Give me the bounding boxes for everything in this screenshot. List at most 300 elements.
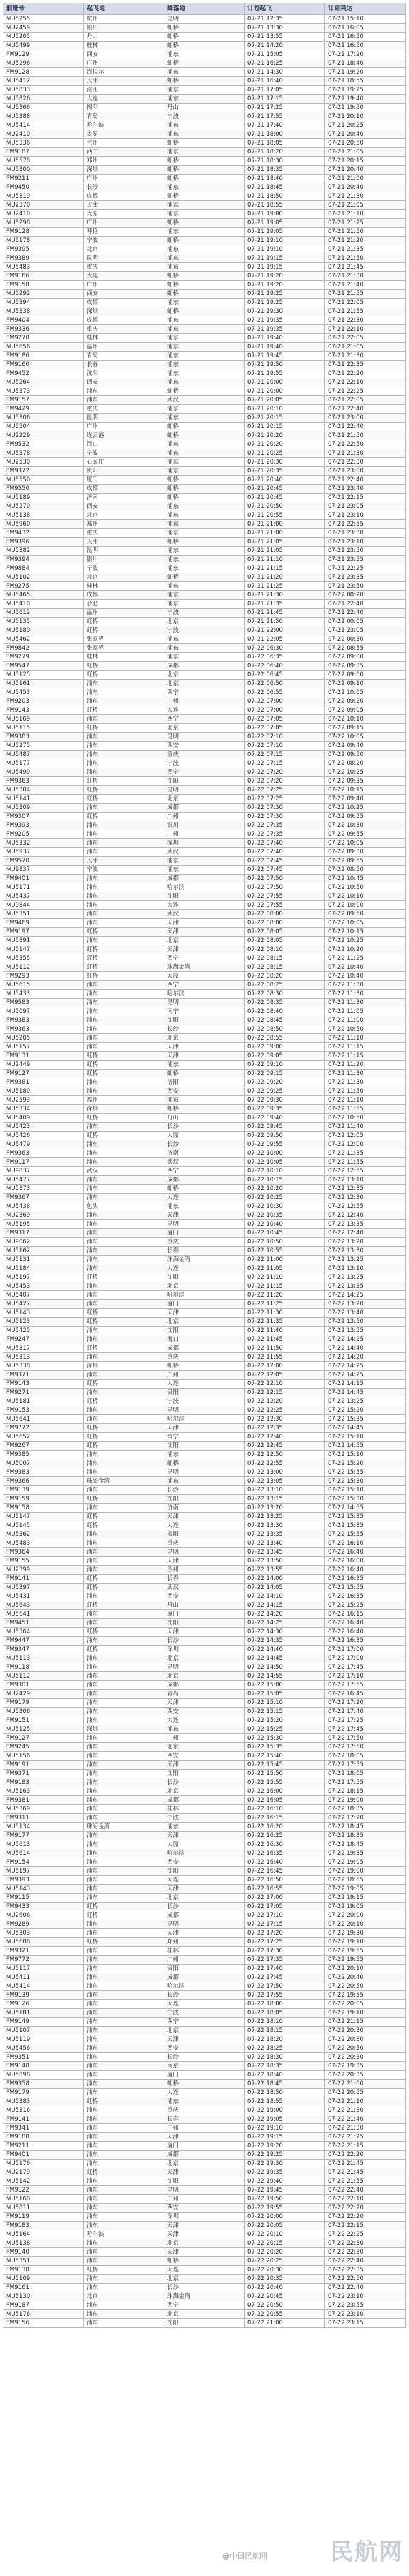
cell-scheduled-arrival: 07-22 09:05 (325, 706, 406, 715)
cell-destination: 北京 (164, 795, 245, 804)
cell-destination: 重庆 (164, 2106, 245, 2115)
cell-flight-number: FM9381 (3, 1078, 84, 1087)
cell-scheduled-arrival: 07-22 18:15 (325, 1787, 406, 1796)
cell-destination: 天津 (164, 1309, 245, 1318)
cell-origin: 浦东 (84, 2213, 164, 2222)
cell-flight-number: MU5643 (3, 1601, 84, 1610)
cell-destination: 厦门 (164, 1300, 245, 1309)
cell-scheduled-departure: 07-22 11:50 (245, 1344, 325, 1353)
cell-origin: 浦东 (84, 1592, 164, 1601)
table-row (3, 361, 406, 369)
cell-origin: 浦东 (84, 1637, 164, 1646)
cell-flight-number: MU5652 (3, 1433, 84, 1442)
cell-scheduled-departure: 07-22 14:40 (245, 1646, 325, 1654)
cell-origin: 丹山 (84, 33, 164, 42)
cell-flight-number: FM9141 (3, 2115, 84, 2124)
cell-origin: 浦东 (84, 1327, 164, 1335)
cell-scheduled-arrival: 07-21 22:25 (325, 387, 406, 396)
cell-scheduled-departure: 07-22 12:45 (245, 1442, 325, 1451)
cell-destination: 浦东 (164, 361, 245, 369)
table-row (3, 1158, 406, 1167)
table-row (3, 1238, 406, 1247)
cell-destination: 大连 (164, 1264, 245, 1273)
cell-scheduled-departure: 07-22 10:15 (245, 1176, 325, 1185)
cell-scheduled-departure: 07-21 20:20 (245, 431, 325, 440)
cell-destination: 浦东 (164, 564, 245, 573)
table-row (3, 2071, 406, 2080)
cell-origin: 浦东 (84, 1734, 164, 1743)
cell-flight-number: MU5142 (3, 2177, 84, 2186)
cell-destination: 长沙 (164, 1123, 245, 1132)
cell-origin: 浦东 (84, 759, 164, 768)
cell-scheduled-departure: 07-21 18:45 (245, 183, 325, 192)
table-row (3, 2275, 406, 2284)
cell-origin: 浦东 (84, 830, 164, 839)
cell-scheduled-departure: 07-22 20:25 (245, 2257, 325, 2266)
table-row (3, 1433, 406, 1442)
table-row (3, 626, 406, 635)
cell-scheduled-arrival: 07-21 20:40 (325, 166, 406, 175)
cell-destination: 哈尔滨 (164, 1849, 245, 1858)
cell-scheduled-departure: 07-22 14:20 (245, 1610, 325, 1619)
cell-scheduled-arrival: 07-21 21:55 (325, 307, 406, 316)
table-row (3, 290, 406, 299)
cell-scheduled-departure: 07-22 14:45 (245, 1654, 325, 1663)
cell-destination: 天津 (164, 1043, 245, 1052)
cell-flight-number: FM9317 (3, 1229, 84, 1238)
cell-origin: 武汉 (84, 1167, 164, 1176)
cell-scheduled-departure: 07-22 07:50 (245, 883, 325, 892)
cell-destination: 成都 (164, 804, 245, 813)
cell-scheduled-departure: 07-21 14:20 (245, 42, 325, 50)
table-row (3, 937, 406, 945)
cell-scheduled-departure: 07-22 18:20 (245, 2035, 325, 2044)
cell-scheduled-arrival: 07-21 22:20 (325, 369, 406, 378)
column-header-origin: 起飞地 (84, 3, 164, 15)
cell-scheduled-arrival: 07-21 16:50 (325, 33, 406, 42)
cell-flight-number: FM9396 (3, 538, 84, 547)
cell-scheduled-departure: 07-22 09:45 (245, 1123, 325, 1132)
table-row (3, 795, 406, 804)
cell-origin: 浦东 (84, 1353, 164, 1362)
cell-flight-number: MU5656 (3, 343, 84, 352)
cell-flight-number: MU5138 (3, 511, 84, 520)
cell-destination: 浦东 (164, 591, 245, 600)
cell-destination: 虹桥 (164, 423, 245, 431)
cell-scheduled-departure: 07-22 20:35 (245, 2275, 325, 2284)
table-row (3, 1380, 406, 1389)
cell-origin: 浦东 (84, 1025, 164, 1034)
cell-origin: 虹桥 (84, 1309, 164, 1318)
table-row (3, 644, 406, 653)
cell-destination: 哈尔滨 (164, 1291, 245, 1300)
cell-origin: 浦东 (84, 2239, 164, 2248)
cell-destination: 浦东 (164, 1823, 245, 1832)
cell-scheduled-arrival: 07-21 19:50 (325, 104, 406, 112)
cell-flight-number: MU5409 (3, 1114, 84, 1123)
cell-origin: 浦东 (84, 2000, 164, 2009)
cell-flight-number: FM9117 (3, 1158, 84, 1167)
cell-flight-number: FM9570 (3, 857, 84, 866)
cell-scheduled-departure: 07-22 11:45 (245, 1335, 325, 1344)
cell-origin: 浦东 (84, 1451, 164, 1459)
cell-origin: 浦东 (84, 919, 164, 928)
cell-origin: 北京 (84, 573, 164, 582)
cell-flight-number: MU5195 (3, 1220, 84, 1229)
cell-origin: 银川 (84, 24, 164, 33)
cell-destination: 虹桥 (164, 237, 245, 245)
table-row (3, 591, 406, 600)
cell-scheduled-departure: 07-22 18:10 (245, 2018, 325, 2027)
table-row (3, 1442, 406, 1451)
cell-origin: 浦东 (84, 1761, 164, 1770)
cell-origin: 浦东 (84, 396, 164, 405)
cell-destination: 浦东 (164, 1202, 245, 1211)
cell-destination: 浦东 (164, 1451, 245, 1459)
cell-destination: 成都 (164, 1796, 245, 1805)
cell-origin: 浦东 (84, 2044, 164, 2053)
cell-origin: 浦东 (84, 1034, 164, 1043)
table-row (3, 1043, 406, 1052)
cell-scheduled-arrival: 07-22 14:25 (325, 1291, 406, 1300)
cell-destination: 虹桥 (164, 219, 245, 228)
cell-origin: 浦东 (84, 1389, 164, 1397)
cell-flight-number: FM9166 (3, 272, 84, 281)
cell-origin: 浦东 (84, 1885, 164, 1894)
cell-scheduled-departure: 07-22 18:00 (245, 2000, 325, 2009)
cell-scheduled-arrival: 07-22 20:30 (325, 2053, 406, 2062)
cell-origin: 成都 (84, 316, 164, 325)
cell-flight-number: MU5332 (3, 839, 84, 848)
cell-destination: 大连 (164, 2000, 245, 2009)
table-row (3, 1291, 406, 1300)
cell-destination: 虹桥 (164, 476, 245, 485)
cell-flight-number: FM9389 (3, 254, 84, 263)
cell-flight-number: MU5378 (3, 449, 84, 458)
cell-scheduled-arrival: 07-22 11:30 (325, 1070, 406, 1078)
cell-origin: 虹桥 (84, 1061, 164, 1070)
cell-scheduled-departure: 07-22 08:15 (245, 954, 325, 963)
cell-scheduled-departure: 07-22 17:35 (245, 1956, 325, 1965)
table-row (3, 2053, 406, 2062)
cell-scheduled-arrival: 07-21 21:30 (325, 272, 406, 281)
table-row (3, 857, 406, 866)
table-row (3, 2239, 406, 2248)
cell-scheduled-arrival: 07-22 13:25 (325, 1273, 406, 1282)
table-row (3, 538, 406, 547)
cell-scheduled-departure: 07-22 19:00 (245, 2106, 325, 2115)
cell-destination: 昆明 (164, 1920, 245, 1929)
cell-flight-number: FM9772 (3, 1424, 84, 1433)
cell-flight-number: FM9351 (3, 2053, 84, 2062)
cell-flight-number: MU5147 (3, 945, 84, 954)
cell-scheduled-departure: 07-22 16:45 (245, 1867, 325, 1876)
cell-origin: 浦东 (84, 2089, 164, 2097)
table-row (3, 1903, 406, 1911)
cell-scheduled-departure: 07-22 12:10 (245, 1380, 325, 1389)
table-row (3, 121, 406, 130)
cell-origin: 浦东 (84, 1681, 164, 1690)
cell-destination: 桂林 (164, 1805, 245, 1814)
cell-origin: 浦东 (84, 1548, 164, 1557)
cell-origin: 虹桥 (84, 786, 164, 795)
table-row (3, 1575, 406, 1584)
cell-destination: 浦东 (164, 316, 245, 325)
cell-flight-number: MU5833 (3, 86, 84, 95)
table-row (3, 1770, 406, 1778)
table-row (3, 1025, 406, 1034)
cell-scheduled-arrival: 07-22 18:35 (325, 1832, 406, 1840)
cell-scheduled-departure: 07-22 07:20 (245, 768, 325, 777)
cell-origin: 浦东 (84, 1708, 164, 1716)
cell-destination: 虹桥 (164, 42, 245, 50)
cell-origin: 虹桥 (84, 1114, 164, 1123)
cell-origin: 张家界 (84, 644, 164, 653)
cell-origin: 虹桥 (84, 2266, 164, 2275)
cell-scheduled-arrival: 07-22 20:50 (325, 2044, 406, 2053)
cell-origin: 桂林 (84, 42, 164, 50)
cell-scheduled-arrival: 07-22 15:35 (325, 1415, 406, 1424)
table-row (3, 706, 406, 715)
cell-origin: 虹桥 (84, 618, 164, 626)
cell-destination: 洛阳 (164, 1078, 245, 1087)
cell-destination: 揭阳 (164, 1530, 245, 1539)
cell-destination: 广州 (164, 2124, 245, 2133)
cell-destination: 天津 (164, 1929, 245, 1938)
cell-destination: 北京 (164, 2239, 245, 2248)
cell-scheduled-arrival: 07-22 15:10 (325, 1486, 406, 1495)
cell-origin: 浦东 (84, 1415, 164, 1424)
cell-destination: 青岛 (164, 1690, 245, 1699)
cell-destination: 虹桥 (164, 1070, 245, 1078)
table-row (3, 697, 406, 706)
table-row (3, 2186, 406, 2195)
cell-origin: 浦东 (84, 1894, 164, 1903)
cell-flight-number: MU9844 (3, 901, 84, 910)
cell-scheduled-departure: 07-22 14:25 (245, 1619, 325, 1628)
cell-scheduled-arrival: 07-22 11:55 (325, 1105, 406, 1114)
table-row (3, 2151, 406, 2160)
cell-origin: 浦东 (84, 910, 164, 919)
cell-origin: 浦东 (84, 1840, 164, 1849)
cell-scheduled-departure: 07-22 12:00 (245, 1362, 325, 1371)
cell-destination: 浦东 (164, 228, 245, 237)
cell-flight-number: MU5304 (3, 786, 84, 795)
cell-scheduled-arrival: 07-22 14:55 (325, 1504, 406, 1513)
cell-scheduled-departure: 07-22 17:00 (245, 1894, 325, 1903)
cell-flight-number: MU5134 (3, 1823, 84, 1832)
cell-flight-number: MU5131 (3, 1256, 84, 1264)
cell-scheduled-departure: 07-22 11:10 (245, 1273, 325, 1282)
cell-flight-number: MU5612 (3, 609, 84, 618)
cell-destination: 桂林 (164, 1947, 245, 1956)
cell-scheduled-departure: 07-22 19:10 (245, 2124, 325, 2133)
table-row (3, 928, 406, 937)
cell-scheduled-departure: 07-22 08:35 (245, 999, 325, 1007)
cell-scheduled-departure: 07-21 20:15 (245, 423, 325, 431)
cell-destination: 北京 (164, 937, 245, 945)
cell-origin: 虹桥 (84, 1052, 164, 1061)
table-row (3, 2284, 406, 2292)
cell-destination: 虹桥 (164, 192, 245, 201)
cell-scheduled-departure: 07-21 20:00 (245, 387, 325, 396)
cell-scheduled-departure: 07-22 11:05 (245, 1264, 325, 1273)
cell-flight-number: MU5171 (3, 883, 84, 892)
cell-scheduled-departure: 07-22 12:55 (245, 1459, 325, 1468)
cell-scheduled-arrival: 07-22 10:25 (325, 768, 406, 777)
cell-flight-number: FM9279 (3, 653, 84, 662)
table-row (3, 192, 406, 201)
cell-flight-number: MU2229 (3, 431, 84, 440)
cell-scheduled-departure: 07-21 15:05 (245, 50, 325, 59)
cell-origin: 浦东 (84, 751, 164, 759)
cell-destination: 昆明 (164, 1663, 245, 1672)
cell-scheduled-arrival: 07-22 22:25 (325, 2230, 406, 2239)
cell-flight-number: MU5431 (3, 1592, 84, 1601)
table-row (3, 1247, 406, 1256)
cell-flight-number: MU5112 (3, 963, 84, 972)
table-row (3, 653, 406, 662)
cell-scheduled-arrival: 07-21 23:05 (325, 626, 406, 635)
table-row (3, 1495, 406, 1504)
cell-flight-number: FM9122 (3, 2186, 84, 2195)
cell-scheduled-arrival: 07-22 16:35 (325, 1637, 406, 1646)
cell-scheduled-departure: 07-21 20:50 (245, 502, 325, 511)
cell-scheduled-departure: 07-22 12:30 (245, 1415, 325, 1424)
cell-scheduled-departure: 07-22 07:25 (245, 786, 325, 795)
cell-scheduled-departure: 07-21 19:55 (245, 369, 325, 378)
cell-origin: 浦东 (84, 1929, 164, 1938)
cell-origin: 浦东 (84, 1557, 164, 1566)
table-row (3, 680, 406, 688)
cell-origin: 长沙 (84, 183, 164, 192)
cell-origin: 浦东 (84, 697, 164, 706)
cell-destination: 西安 (164, 1858, 245, 1867)
cell-origin: 浦东 (84, 1654, 164, 1663)
cell-scheduled-arrival: 07-22 21:30 (325, 2106, 406, 2115)
table-row (3, 901, 406, 910)
cell-scheduled-arrival: 07-22 14:55 (325, 1442, 406, 1451)
cell-destination: 常宁 (164, 1433, 245, 1442)
cell-flight-number: FM9183 (3, 1778, 84, 1787)
cell-destination: 虹桥 (164, 139, 245, 148)
cell-destination: 长沙 (164, 1025, 245, 1034)
cell-destination: 浦东 (164, 644, 245, 653)
cell-origin: 重庆 (84, 325, 164, 334)
cell-destination: 浦东 (164, 467, 245, 476)
cell-scheduled-departure: 07-22 14:55 (245, 1672, 325, 1681)
cell-flight-number: MU5613 (3, 1840, 84, 1849)
cell-destination: 北京 (164, 671, 245, 680)
cell-destination: 贵阳 (164, 1389, 245, 1397)
cell-flight-number: FM9247 (3, 1335, 84, 1344)
table-row (3, 1194, 406, 1202)
cell-scheduled-departure: 07-22 14:30 (245, 1628, 325, 1637)
cell-scheduled-departure: 07-22 19:55 (245, 2204, 325, 2213)
cell-destination: 长春 (164, 1575, 245, 1584)
table-row (3, 1149, 406, 1158)
table-row (3, 1601, 406, 1610)
table-row (3, 2062, 406, 2071)
cell-scheduled-arrival: 07-22 16:40 (325, 1566, 406, 1575)
cell-flight-number: FM9128 (3, 228, 84, 237)
cell-destination: 西宁 (164, 688, 245, 697)
cell-scheduled-arrival: 07-21 16:05 (325, 24, 406, 33)
table-row (3, 2177, 406, 2186)
cell-destination: 广州 (164, 697, 245, 706)
cell-destination: 虹桥 (164, 573, 245, 582)
table-row (3, 1619, 406, 1628)
cell-destination: 浦东 (164, 556, 245, 564)
cell-flight-number: MU5438 (3, 1202, 84, 1211)
cell-flight-number: FM9158 (3, 281, 84, 290)
cell-scheduled-departure: 07-22 19:50 (245, 2195, 325, 2204)
cell-flight-number: MU5373 (3, 1185, 84, 1194)
table-row (3, 59, 406, 68)
table-row (3, 2257, 406, 2266)
cell-origin: 浦东 (84, 1406, 164, 1415)
cell-origin: 虹桥 (84, 626, 164, 635)
cell-scheduled-departure: 07-22 09:30 (245, 1096, 325, 1105)
table-row (3, 892, 406, 901)
cell-flight-number: MU5499 (3, 42, 84, 50)
cell-scheduled-arrival: 07-22 20:00 (325, 1911, 406, 1920)
cell-scheduled-departure: 07-22 17:10 (245, 1911, 325, 1920)
cell-scheduled-arrival: 07-21 21:40 (325, 281, 406, 290)
cell-origin: 昆明 (84, 414, 164, 423)
cell-scheduled-arrival: 07-22 12:55 (325, 1202, 406, 1211)
cell-scheduled-departure: 07-22 07:05 (245, 724, 325, 733)
cell-flight-number: MU5097 (3, 1007, 84, 1016)
cell-destination: 虹桥 (164, 24, 245, 33)
cell-destination: 成都 (164, 662, 245, 671)
cell-flight-number: MU5109 (3, 2275, 84, 2284)
cell-origin: 贵阳 (84, 467, 164, 476)
cell-scheduled-arrival: 07-22 20:55 (325, 2089, 406, 2097)
cell-flight-number: FM9119 (3, 2213, 84, 2222)
cell-scheduled-arrival: 07-22 18:55 (325, 1876, 406, 1885)
cell-destination: 虹桥 (164, 1185, 245, 1194)
cell-scheduled-departure: 07-21 19:30 (245, 307, 325, 316)
cell-scheduled-departure: 07-22 11:40 (245, 1327, 325, 1335)
cell-destination: 成都 (164, 1681, 245, 1690)
cell-scheduled-departure: 07-22 09:25 (245, 1087, 325, 1096)
table-row (3, 476, 406, 485)
cell-scheduled-arrival: 07-21 22:30 (325, 458, 406, 467)
cell-scheduled-arrival: 07-22 15:25 (325, 1601, 406, 1610)
cell-destination: 武汉 (164, 396, 245, 405)
cell-flight-number: FM9129 (3, 50, 84, 59)
cell-scheduled-arrival: 07-21 23:10 (325, 538, 406, 547)
cell-destination: 浦东 (164, 1725, 245, 1734)
table-row (3, 458, 406, 467)
cell-origin: 深圳 (84, 1725, 164, 1734)
cell-scheduled-departure: 07-22 20:30 (245, 2266, 325, 2275)
cell-flight-number: MU5338 (3, 307, 84, 316)
cell-flight-number: MU2449 (3, 1061, 84, 1070)
cell-destination: 虹桥 (164, 281, 245, 290)
cell-scheduled-arrival: 07-22 19:55 (325, 1956, 406, 1965)
cell-flight-number: MU5098 (3, 2071, 84, 2080)
cell-scheduled-departure: 07-21 19:15 (245, 263, 325, 272)
cell-destination: 虹桥 (164, 431, 245, 440)
cell-destination: 广州 (164, 813, 245, 821)
table-row (3, 1832, 406, 1840)
cell-scheduled-arrival: 07-22 22:15 (325, 2222, 406, 2230)
cell-scheduled-arrival: 07-22 13:25 (325, 1256, 406, 1264)
cell-scheduled-departure: 07-22 14:15 (245, 1601, 325, 1610)
table-row (3, 1628, 406, 1637)
